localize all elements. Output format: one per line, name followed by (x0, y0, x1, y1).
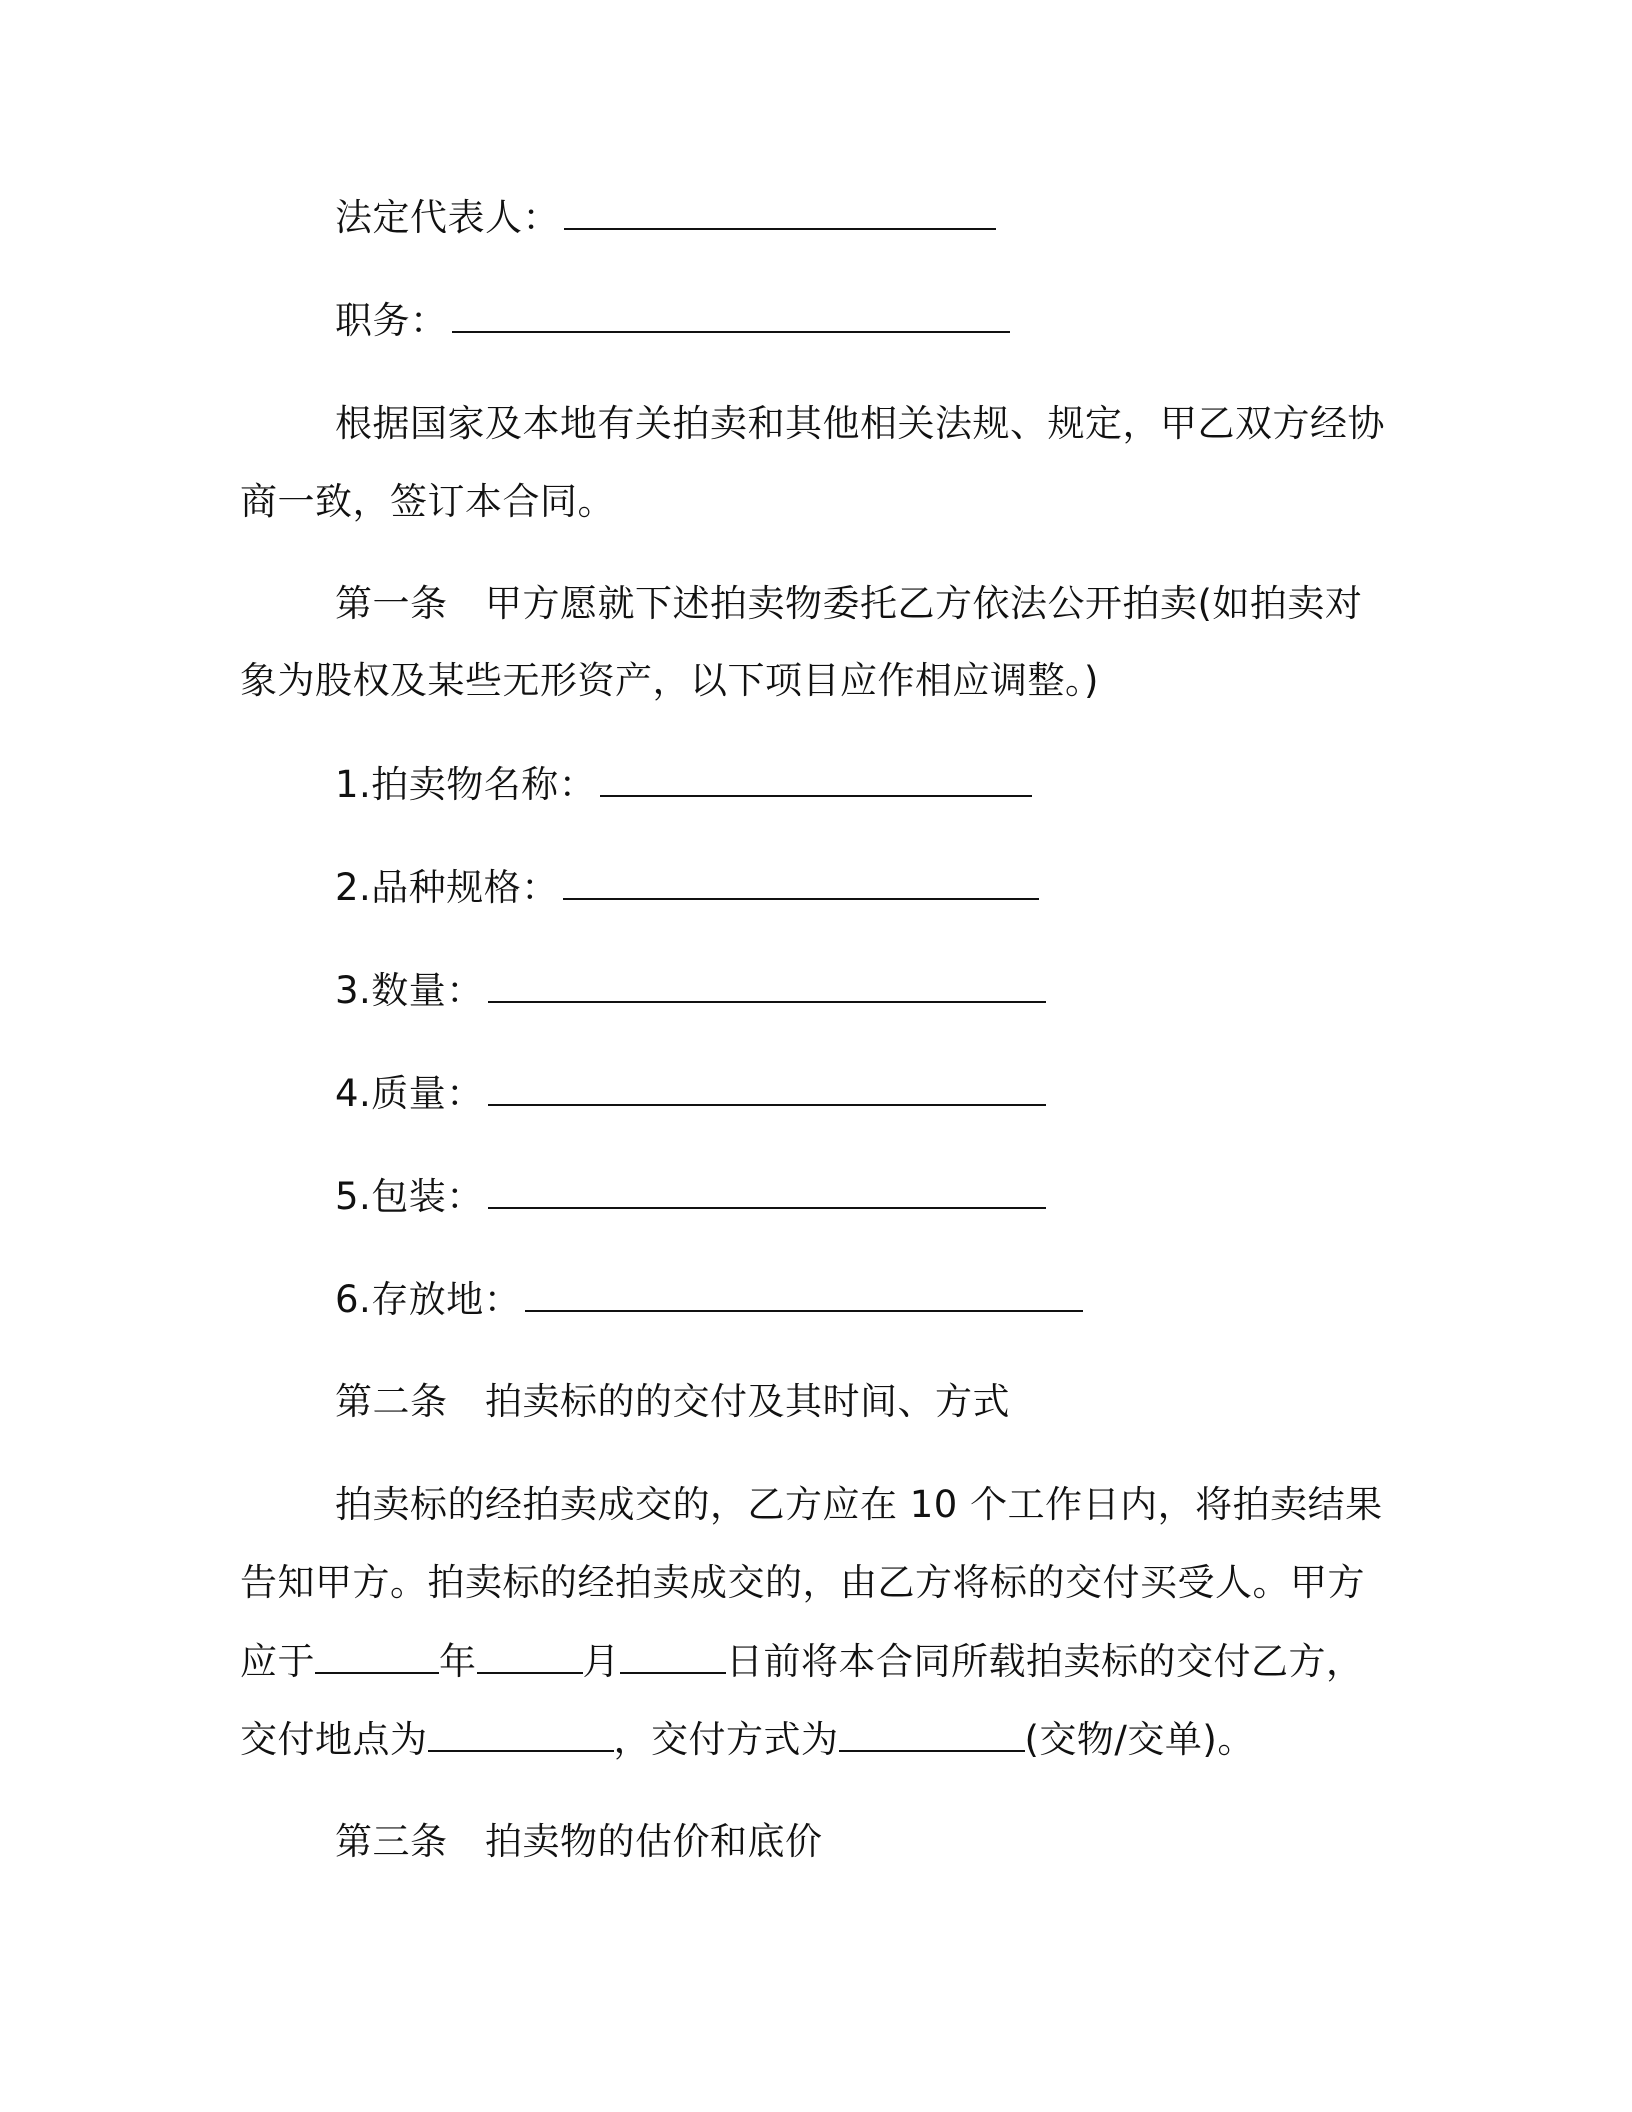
position-line (335, 299, 1010, 342)
item-spec-line (335, 866, 1039, 909)
item-quality-label: 4.质量： (335, 1072, 484, 1115)
item-location-line (335, 1278, 1083, 1321)
article2-line-1: 拍卖标的经拍卖成交的，乙方应在 10 个工作日内，将拍卖结果 (335, 1483, 1383, 1526)
item-spec-label: 2.品种规格： (335, 866, 559, 909)
day-blank[interactable] (620, 1642, 726, 1674)
item-location-label: 6.存放地： (335, 1278, 522, 1321)
item-quality-blank[interactable] (488, 1074, 1046, 1106)
item-location-blank[interactable] (525, 1280, 1083, 1312)
year-blank[interactable] (315, 1642, 439, 1674)
delivery-method-blank[interactable] (839, 1720, 1025, 1752)
representative-blank[interactable] (564, 198, 996, 230)
item-name-label: 1.拍卖物名称： (335, 763, 597, 806)
delivery-place-blank[interactable] (428, 1720, 614, 1752)
month-blank[interactable] (477, 1642, 583, 1674)
delivery-method-options: (交物/交单)。 (1024, 1718, 1255, 1761)
article1-line-1: 第一条 甲方愿就下述拍卖物委托乙方依法公开拍卖(如拍卖对 (335, 582, 1363, 625)
item-quantity-label: 3.数量： (335, 969, 484, 1012)
item-packaging-line (335, 1175, 1046, 1218)
item-name-line (335, 763, 1032, 806)
article2-title: 第二条 拍卖标的的交付及其时间、方式 (335, 1380, 1010, 1423)
intro-line-2: 商一致，签订本合同。 (240, 480, 615, 523)
article2-line-3 (240, 1640, 1364, 1683)
item-quantity-blank[interactable] (488, 971, 1046, 1003)
due-prefix: 应于 (240, 1640, 315, 1683)
delivery-place-label: 交付地点为 (240, 1718, 428, 1761)
article1-line-2: 象为股权及某些无形资产，以下项目应作相应调整。) (240, 659, 1099, 702)
year-label: 年 (439, 1640, 477, 1683)
position-label: 职务： (335, 299, 448, 342)
article2-line-2: 告知甲方。拍卖标的经拍卖成交的，由乙方将标的交付买受人。甲方 (240, 1561, 1365, 1604)
delivery-method-label: ，交付方式为 (613, 1718, 839, 1761)
article3-title: 第三条 拍卖物的估价和底价 (335, 1820, 823, 1863)
representative-line (335, 196, 996, 239)
item-name-blank[interactable] (600, 765, 1032, 797)
item-packaging-blank[interactable] (488, 1177, 1046, 1209)
due-suffix: 日前将本合同所载拍卖标的交付乙方， (726, 1640, 1364, 1683)
item-quality-line (335, 1072, 1046, 1115)
item-packaging-label: 5.包装： (335, 1175, 484, 1218)
item-spec-blank[interactable] (563, 868, 1039, 900)
article2-line-4 (240, 1718, 1255, 1761)
position-blank[interactable] (452, 301, 1010, 333)
intro-line-1: 根据国家及本地有关拍卖和其他相关法规、规定，甲乙双方经协 (335, 402, 1385, 445)
representative-label: 法定代表人： (335, 196, 560, 239)
item-quantity-line (335, 969, 1046, 1012)
month-label: 月 (582, 1640, 620, 1683)
